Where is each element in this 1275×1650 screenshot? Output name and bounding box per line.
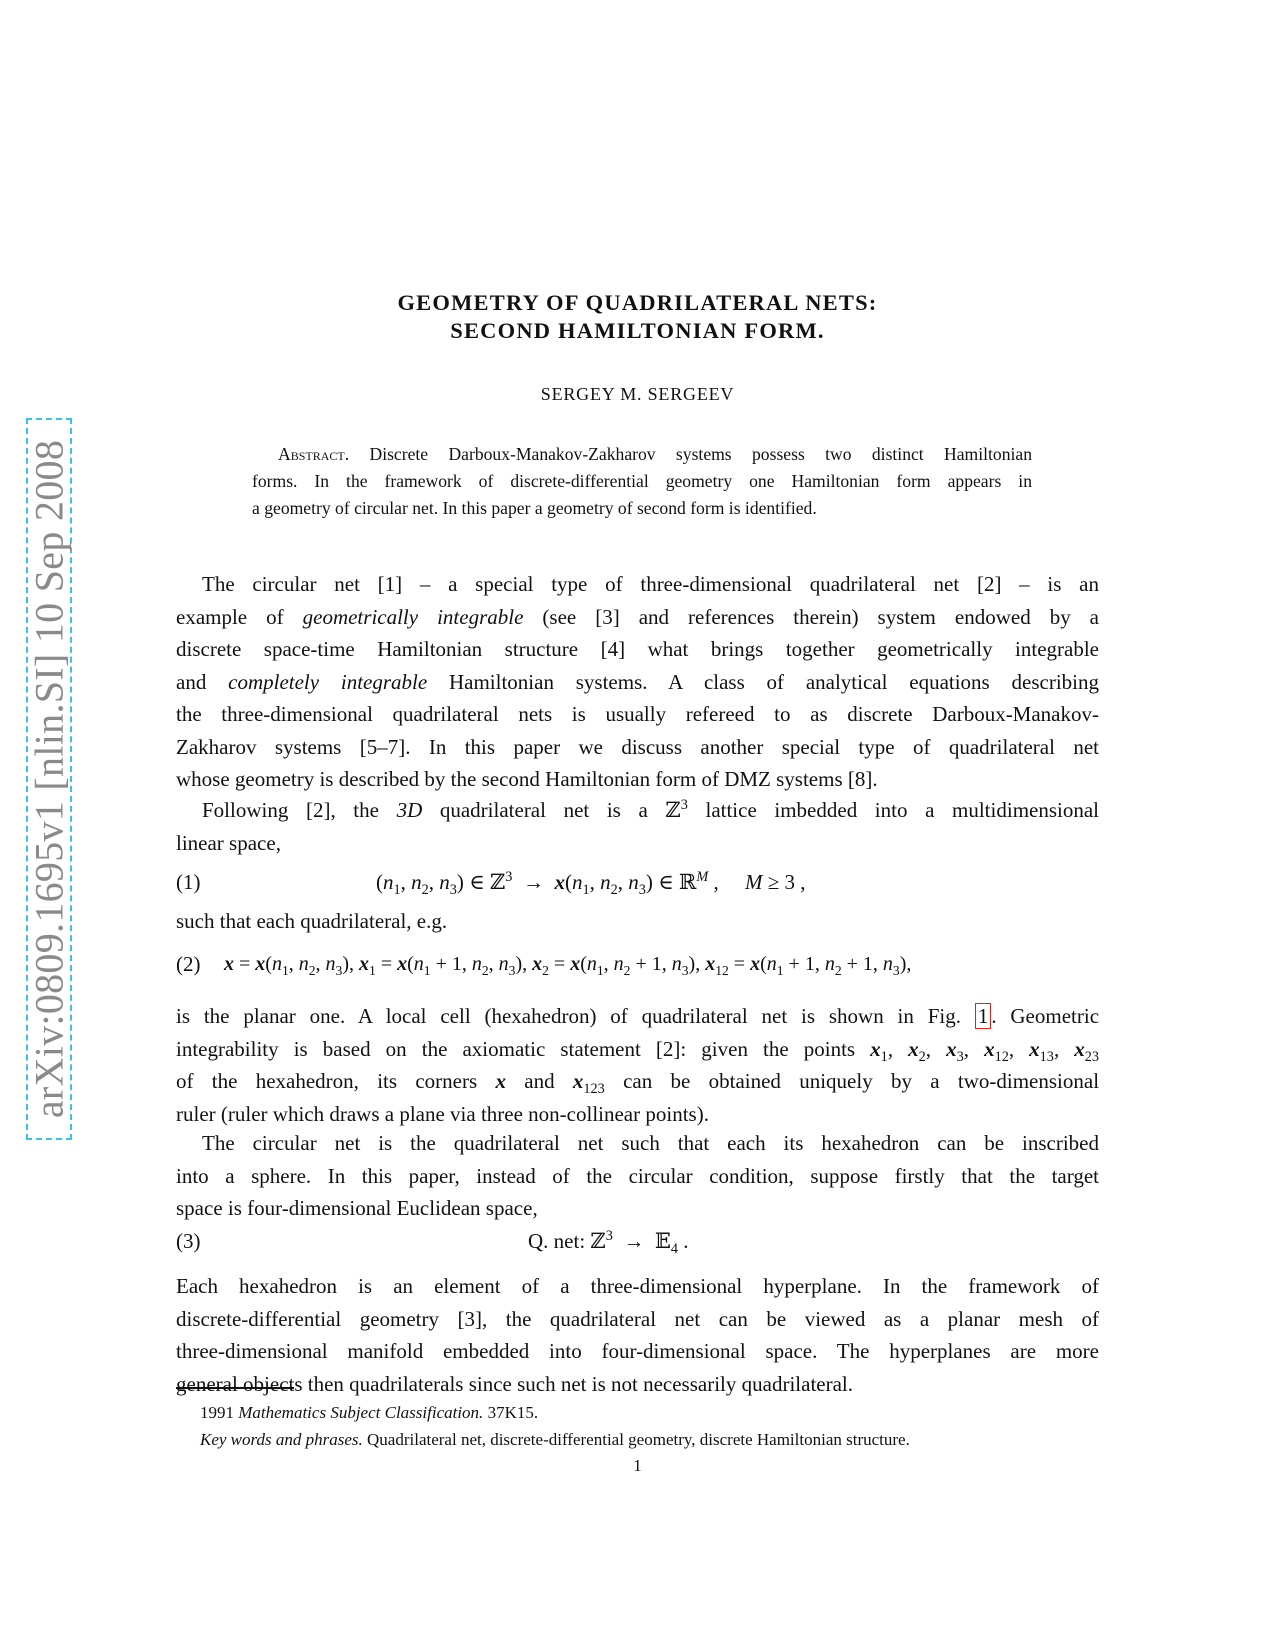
footnote-msc: 1991 Mathematics Subject Classification. 37K15. bbox=[200, 1403, 539, 1422]
equation-number: (1) bbox=[176, 870, 201, 894]
equation-body: ($n_1$, $n_2$, $n_3$) ∈ ℤ$^3$ → $x(n_1$, $n_2$, $n_3$) ∈ ℝ$^M$ , M ≥ 3 , bbox=[376, 869, 806, 899]
abstract-line-2: forms. In the framework of discrete-differential geometry one Hamiltonian form appears in bbox=[252, 471, 1032, 491]
paragraph-circular: The circular net is the quadrilateral net such that each its hexahedron can be inscribed into a sphere. In this paper, instead of the circular condition, suppose firstly that the target space is four-dimensional Euclidean space, bbox=[176, 1131, 1099, 1220]
abstract-line-1: Abstract. Discrete Darboux-Manakov-Zakharov systems possess two distinct Hamiltonian bbox=[278, 444, 1032, 464]
abstract-label: Abstract. bbox=[278, 444, 350, 464]
paper-title-line2: SECOND HAMILTONIAN FORM. bbox=[450, 318, 825, 343]
equation-body: $x = x(n_1$, $n_2$, $n_3$), $x_1 = x(n_1 + 1$, $n_2$, $n_3$), $x_2 = x(n_1$, $n_2 + 1$, $n_3$), $x_{12} = x(n_1 + 1$, $n_2 + 1$, $n_3$), bbox=[224, 953, 912, 978]
author-name: SERGEY M. SERGEEV bbox=[540, 384, 735, 404]
paper-title-line1: GEOMETRY OF QUADRILATERAL NETS: bbox=[397, 290, 878, 315]
paragraph-intro: The circular net [1] – a special type of three-dimensional quadrilateral net [2] – is an example of geometrically integrable (see [3] and references therein) system endowed by a discrete space-time Hamiltonian structure [4] what brings together geometrically integrable and completely integrable Hamiltonian systems. A class of analytical equations describing the three-dimensional quadrilateral nets is usually refereed to as discrete Darboux-Manakov- Zakharov systems [5–7]. In this paper we discuss another special type of quadrilateral net whose geometry is described by the second Hamiltonian form of DMZ systems [8]. bbox=[176, 572, 1100, 791]
abstract bbox=[252, 441, 1032, 522]
paragraph-integrability: is the planar one. A local cell (hexahedron) of quadrilateral net is shown in Fig. 1 . Geometric integrability is based on the axiomatic statement [2]: given the points $x_1$, $x_2$, $x_3$, $x_{12}$, $x_{13}$, $x_{23}$ of the hexahedron, its corners x and $x_{123}$ can be obtained uniquely by a two-dimensional ruler (ruler which draws a plane via three non-collinear points). bbox=[176, 1004, 1100, 1126]
arxiv-identifier[interactable]: arXiv:0809.1695v1 [nlin.SI] 10 Sep 2008 bbox=[26, 439, 72, 1119]
equation-body: Q. net: ℤ$^3$ → 𝔼$_4$ . bbox=[528, 1228, 689, 1258]
footnote-keywords: Key words and phrases. Quadrilateral net, discrete-differential geometry, discrete Hamiltonian structure. bbox=[200, 1430, 910, 1449]
paragraph-definition: Following [2], the 3D quadrilateral net is a ℤ$^3$ lattice imbedded into a multidimensional linear space, bbox=[176, 797, 1100, 855]
figure-reference-link[interactable]: 1 bbox=[975, 1003, 992, 1029]
page-number: 1 bbox=[633, 1456, 642, 1475]
equation-number: (2) bbox=[176, 952, 201, 976]
paragraph-hyperplane: Each hexahedron is an element of a three-dimensional hyperplane. In the framework of discrete-differential geometry [3], the quadrilateral net can be viewed as a planar mesh of three-dimensional manifold embedded into four-dimensional space. The hyperplanes are more general objects then quadrilaterals since such net is not necessarily quadrilateral. bbox=[176, 1274, 1099, 1396]
abstract-line-3: a geometry of circular net. In this paper a geometry of second form is identified. bbox=[252, 498, 817, 518]
equation-1 bbox=[176, 866, 1099, 898]
equation-3 bbox=[176, 1225, 1099, 1257]
equation-number: (3) bbox=[176, 1229, 201, 1253]
text-after-eq1: such that each quadrilateral, e.g. bbox=[176, 909, 448, 933]
footnote-rule bbox=[176, 1387, 294, 1389]
equation-2 bbox=[176, 948, 1099, 980]
